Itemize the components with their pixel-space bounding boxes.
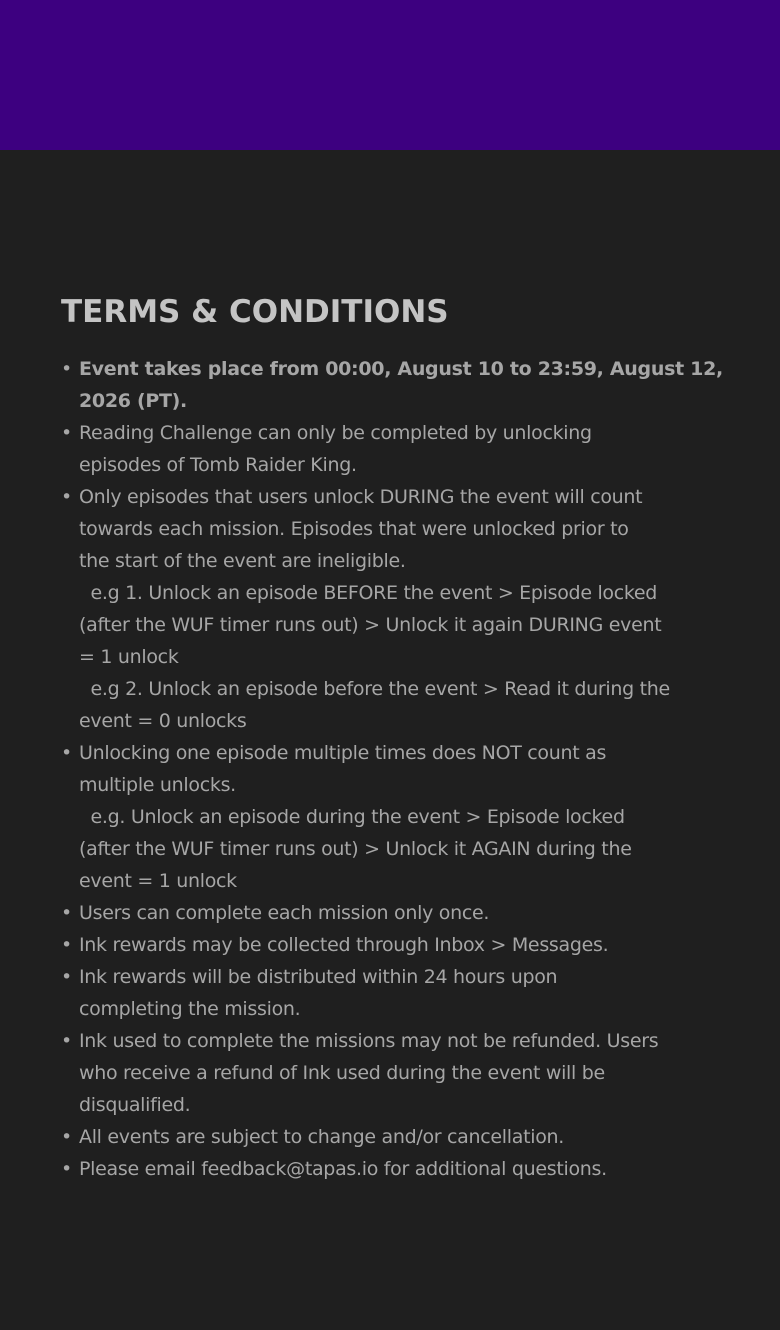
terms-item [61, 1153, 721, 1185]
bullet-icon: • [61, 934, 72, 956]
terms-item-line: who receive a refund of Ink used during the event will be [79, 1062, 605, 1084]
terms-item-line: event = 0 unlocks [79, 710, 247, 732]
terms-item-line: (after the WUF timer runs out) > Unlock it again DURING event [79, 614, 662, 636]
terms-item-line: Ink used to complete the missions may not be refunded. Users [79, 1030, 659, 1052]
terms-item-line: event = 1 unlock [79, 870, 237, 892]
terms-item [61, 961, 721, 1025]
terms-item-line: episodes of Tomb Raider King. [79, 454, 357, 476]
terms-item [61, 1025, 721, 1121]
terms-item-line: Ink rewards may be collected through Inbox > Messages. [79, 934, 609, 956]
terms-item [61, 737, 721, 897]
terms-item [61, 929, 721, 961]
bullet-icon: • [61, 358, 72, 380]
terms-item-line: disqualified. [79, 1094, 191, 1116]
terms-item-line: Reading Challenge can only be completed by unlocking [79, 422, 592, 444]
bullet-icon: • [61, 1126, 72, 1148]
terms-item-line: the start of the event are ineligible. [79, 550, 406, 572]
terms-item [61, 1121, 721, 1153]
terms-item-line: Unlocking one episode multiple times does NOT count as [79, 742, 607, 764]
terms-item-line: 2026 (PT). [79, 390, 187, 412]
terms-item-line: Ink rewards will be distributed within 24 hours upon [79, 966, 558, 988]
terms-item-line: e.g 2. Unlock an episode before the event > Read it during the [79, 678, 670, 700]
terms-item [61, 417, 721, 481]
terms-item [61, 353, 721, 417]
bullet-icon: • [61, 1158, 72, 1180]
terms-item-line: Users can complete each mission only once. [79, 902, 490, 924]
bullet-icon: • [61, 902, 72, 924]
terms-title: TERMS & CONDITIONS [61, 294, 449, 330]
terms-item-line: multiple unlocks. [79, 774, 236, 796]
terms-item-line: e.g 1. Unlock an episode BEFORE the event > Episode locked [79, 582, 658, 604]
bullet-icon: • [61, 422, 72, 444]
terms-item-line: Only episodes that users unlock DURING the event will count [79, 486, 643, 508]
terms-item-line: Please email feedback@tapas.io for additional questions. [79, 1158, 607, 1180]
terms-list [61, 353, 721, 1185]
top-banner [0, 0, 780, 150]
terms-item-line: = 1 unlock [79, 646, 179, 668]
terms-item-line: Event takes place from 00:00, August 10 to 23:59, August 12, [79, 358, 723, 380]
terms-item [61, 897, 721, 929]
terms-item-line: (after the WUF timer runs out) > Unlock it AGAIN during the [79, 838, 632, 860]
bullet-icon: • [61, 742, 72, 764]
terms-item-line: All events are subject to change and/or cancellation. [79, 1126, 565, 1148]
bullet-icon: • [61, 966, 72, 988]
terms-section [61, 290, 721, 1185]
bullet-icon: • [61, 1030, 72, 1052]
terms-item-line: e.g. Unlock an episode during the event > Episode locked [79, 806, 625, 828]
terms-item-line: completing the mission. [79, 998, 301, 1020]
bullet-icon: • [61, 486, 72, 508]
terms-item-line: towards each mission. Episodes that were unlocked prior to [79, 518, 629, 540]
terms-item [61, 481, 721, 737]
